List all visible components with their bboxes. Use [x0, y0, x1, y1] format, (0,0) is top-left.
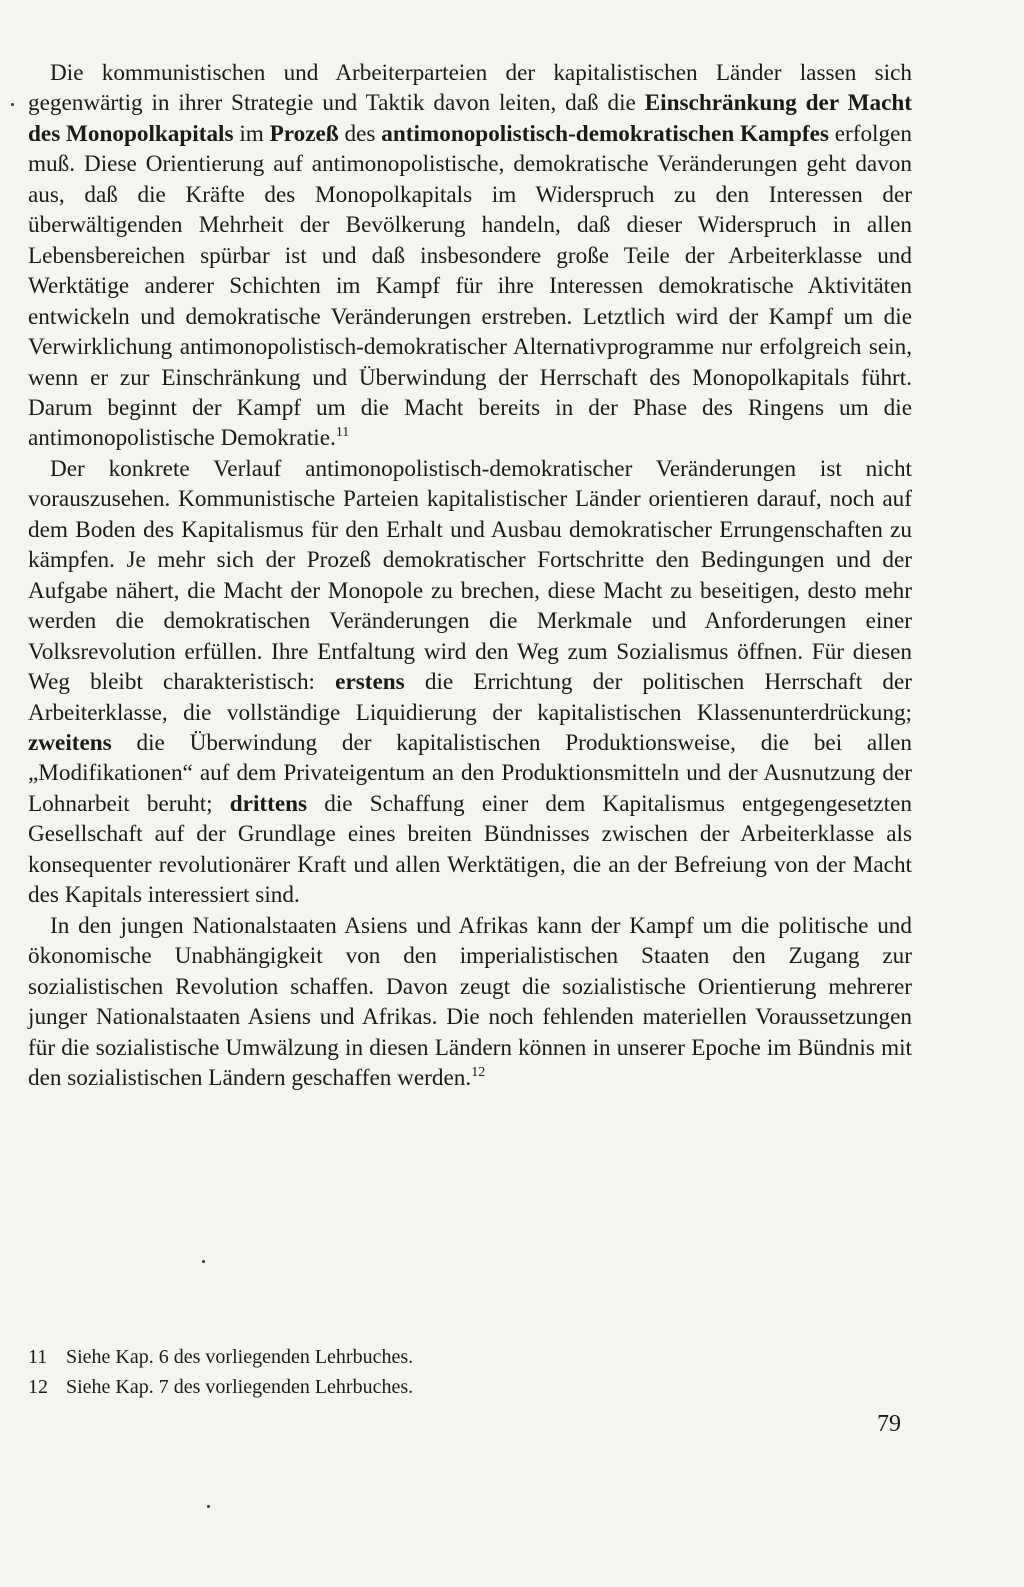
scan-speck [202, 1260, 205, 1263]
emphasis-text: erstens [335, 669, 405, 696]
footnote [28, 1372, 728, 1402]
footnotes [28, 1342, 728, 1402]
page-body [28, 58, 912, 1093]
footnote-number: 12 [28, 1376, 48, 1398]
body-text: erfolgen muß. Diese Orientierung auf antimonopolistische, demokratische Veränderungen geht davon aus, daß die Kräfte des Monopolkapitals im Widerspruch zu den Interessen der überwältigenden Mehrheit der Bevölkerung handeln, daß dieser Widerspruch in allen Lebensbereichen spürbar ist und daß insbesondere große Teile der Arbeiterklasse und Werktätige anderer Schichten im Kampf für ihre Interessen demokratische Aktivitäten entwickeln und demokratische Veränderungen erstreben. Letztlich wird der Kampf um die Verwirklichung antimonopolistisch-demokratischer Alternativprogramme nur erfolgreich sein, wenn er zur Einschränkung und Überwindung der Herrschaft des Monopolkapitals führt. Darum beginnt der Kampf um die Macht bereits in der Phase des Ringens um die antimonopolistische Demokratie. [28, 120, 912, 452]
paragraph [28, 454, 912, 911]
body-text: im [233, 120, 270, 147]
body-text: des [338, 120, 382, 147]
emphasis-text: Einschränkung der Macht des Monopolkapitals [28, 90, 912, 147]
body-text: die Überwindung der kapitalistischen Produktionsweise, die bei allen „Modifikationen“ auf dem Privateigentum an den Produktionsmitteln und der Ausnutzung der Lohnarbeit beruht; [28, 729, 912, 817]
footnote [28, 1342, 728, 1372]
paragraph [28, 911, 912, 1094]
footnote-text: Siehe Kap. 7 des vorliegenden Lehrbuches. [66, 1376, 414, 1398]
body-text: die Schaffung einer dem Kapitalismus entgegengesetzten Gesellschaft auf der Grundlage eines breiten Bündnisses zwischen der Arbeiterklasse als konsequenter revolutionärer Kraft und allen Werktätigen, die an der Befreiung von der Macht des Kapitals interessiert sind. [28, 790, 912, 909]
footnote-text: Siehe Kap. 6 des vorliegenden Lehrbuches. [66, 1346, 414, 1368]
body-text: Der konkrete Verlauf antimonopolistisch-demokratischer Veränderungen ist nicht vorauszusehen. Kommunistische Parteien kapitalistischer Länder orientieren darauf, noch auf dem Boden des Kapitalismus für den Erhalt und Ausbau demokratischer Errungenschaften zu kämpfen. Je mehr sich der Prozeß demokratischer Fortschritte den Bedingungen und der Aufgabe nähert, die Macht der Monopole zu brechen, diese Macht zu beseitigen, desto mehr werden die demokratischen Veränderungen die Merkmale und Anforderungen einer Volksrevolution erfüllen. Ihre Entfaltung wird den Weg zum Sozialismus öffnen. Für diesen Weg bleibt charakteristisch: [28, 455, 912, 696]
body-text: In den jungen Nationalstaaten Asiens und Afrikas kann der Kampf um die politische und ökonomische Unabhängigkeit von den imperialistischen Staaten den Zugang zur sozialistischen Revolution schaffen. Davon zeugt die sozialistische Orientierung mehrerer junger Nationalstaaten Asiens und Afrikas. Die noch fehlenden materiellen Voraussetzungen für die sozialistische Umwälzung in diesen Ländern können in unserer Epoche im Bündnis mit den sozialistischen Ländern geschaffen werden. [28, 912, 912, 1091]
page-number: 79 [877, 1411, 901, 1437]
emphasis-text: zweitens [28, 729, 112, 756]
emphasis-text: Prozeß [269, 120, 339, 147]
paragraph [28, 58, 912, 454]
body-text: Die kommunistischen und Arbeiterparteien der kapitalistischen Länder lassen sich gegenwärtig in ihrer Strategie und Taktik davon leiten, daß die [28, 60, 912, 117]
emphasis-text: drittens [229, 790, 308, 817]
scan-speck [11, 103, 14, 106]
emphasis-text: antimonopolistisch-demokratischen Kampfes [381, 120, 829, 147]
footnote-reference: 11 [335, 425, 350, 441]
body-text: die Errichtung der politischen Herrschaft der Arbeiterklasse, die vollständige Liquidierung der kapitalistischen Klassenunterdrückung; [28, 669, 912, 726]
footnote-reference: 12 [471, 1064, 486, 1080]
footnote-number: 11 [28, 1346, 48, 1368]
scan-speck [207, 1505, 210, 1508]
